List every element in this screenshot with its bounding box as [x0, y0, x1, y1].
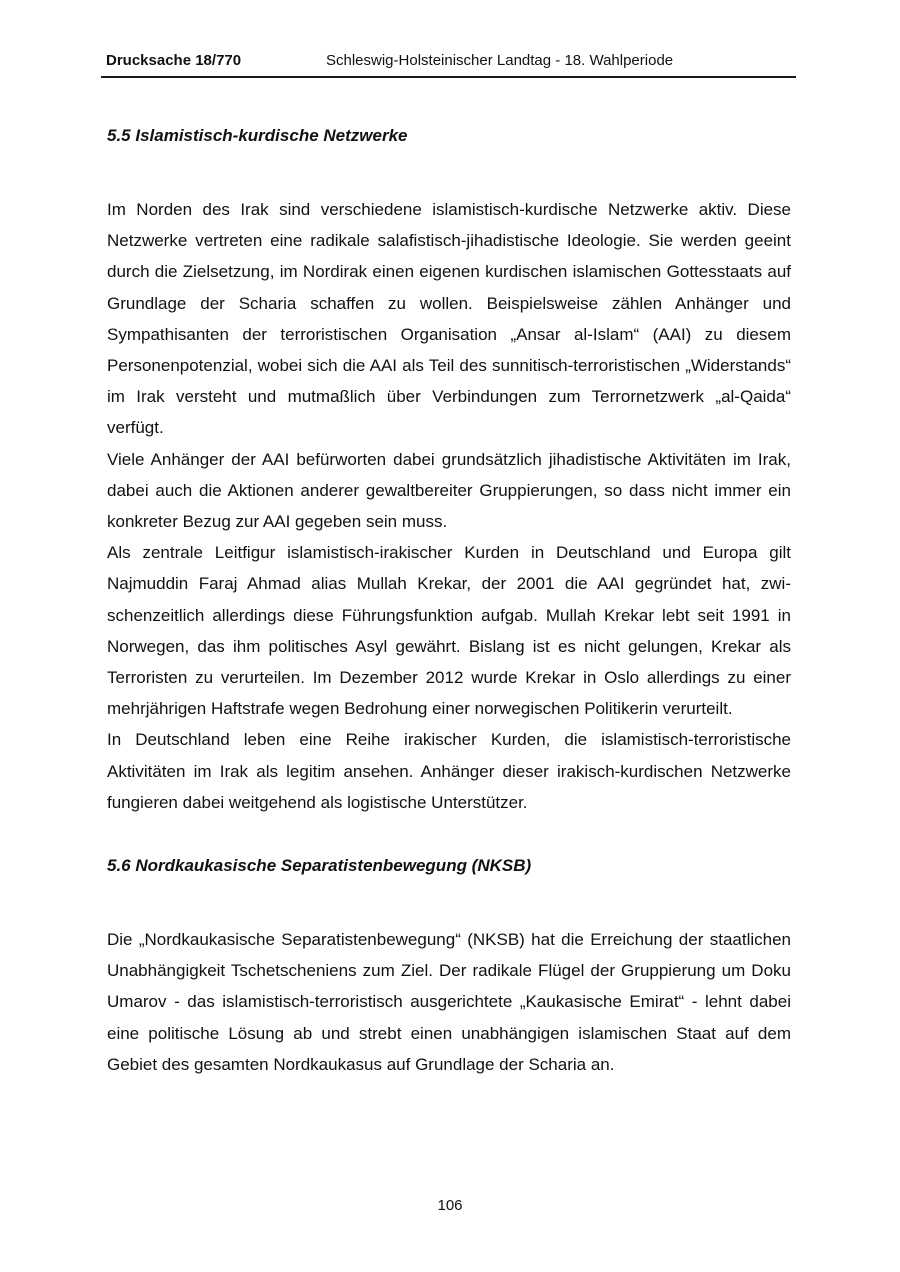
- paragraph: Als zentrale Leitfigur islamistisch-irakischer Kurden in Deutschland und Europa gilt Najmuddin Faraj Ahmad alias Mullah Krekar, der 2001 die AAI gegründet hat, zwischenzeitlich allerdings diese Führungsfunktion aufgab. Mullah Krekar lebt seit 1991 in Norwegen, das ihm politisches Asyl gewährt. Bislang ist es nicht gelungen, Krekar als Terroristen zu verurteilen. Im Dezember 2012 wurde Krekar in Oslo allerdings zu einer mehrjährigen Haftstrafe wegen Bedrohung einer norwegischen Politikerin verurteilt.: [107, 543, 791, 719]
- page-content: [107, 124, 791, 1080]
- page-number: 106: [437, 1197, 463, 1214]
- paragraph: Viele Anhänger der AAI befürworten dabei grundsätzlich jihadistische Aktivitäten im Irak, dabei auch die Aktionen anderer gewaltbereiter Gruppierungen, so dass nicht immer ein konkreter Bezug zur AAI gegeben sein muss.: [107, 449, 791, 532]
- section-heading-5-5: 5.5 Islamistisch-kurdische Netzwerke: [107, 126, 408, 145]
- header-title: Schleswig-Holsteinischer Landtag - 18. Wahlperiode: [326, 52, 674, 69]
- page-header: [101, 52, 796, 78]
- paragraph: In Deutschland leben eine Reihe irakischer Kurden, die islamistisch-terroristische Aktivitäten im Irak als legitim ansehen. Anhänger dieser irakisch-kurdischen Netzwerke fungieren dabei weitgehend als logistische Unterstützer.: [107, 730, 791, 812]
- section-heading-5-6: 5.6 Nordkaukasische Separatistenbewegung (NKSB): [107, 856, 532, 876]
- paragraph: Im Norden des Irak sind verschiedene islamistisch-kurdische Netzwerke aktiv. Diese Netzwerke vertreten eine radikale salafistisch-jihadistische Ideologie. Sie werden geeint durch die Zielsetzung, im Nordirak einen eigenen kurdischen islamischen Gottesstaats auf Grundlage der Scharia schaffen zu wollen. Beispielsweise zählen Anhänger und Sympathisanten der terroristischen Organisation „Ansar al-Islam“ (AAI) zu diesem Personenpotenzial, wobei sich die AAI als Teil des sunnitisch-terroristischen „Widerstands“ im Irak versteht und mutmaßlich über Verbindungen zum Terrornetzwerk „al-Qaida“ verfügt.: [107, 200, 791, 438]
- paragraph: Die „Nordkaukasische Separatistenbewegung“ (NKSB) hat die Erreichung der staatlichen Unabhängigkeit Tschetscheniens zum Ziel. Der radikale Flügel der Gruppierung um Doku Umarov - das islamistisch-terroristisch ausgerichtete „Kaukasische Emirat“ - lehnt dabei eine politische Lösung ab und strebt einen unabhängigen islamischen Staat auf dem Gebiet des gesamten Nordkaukasus auf Grundlage der Scharia an.: [107, 930, 791, 1074]
- document-number: Drucksache 18/770: [106, 52, 242, 69]
